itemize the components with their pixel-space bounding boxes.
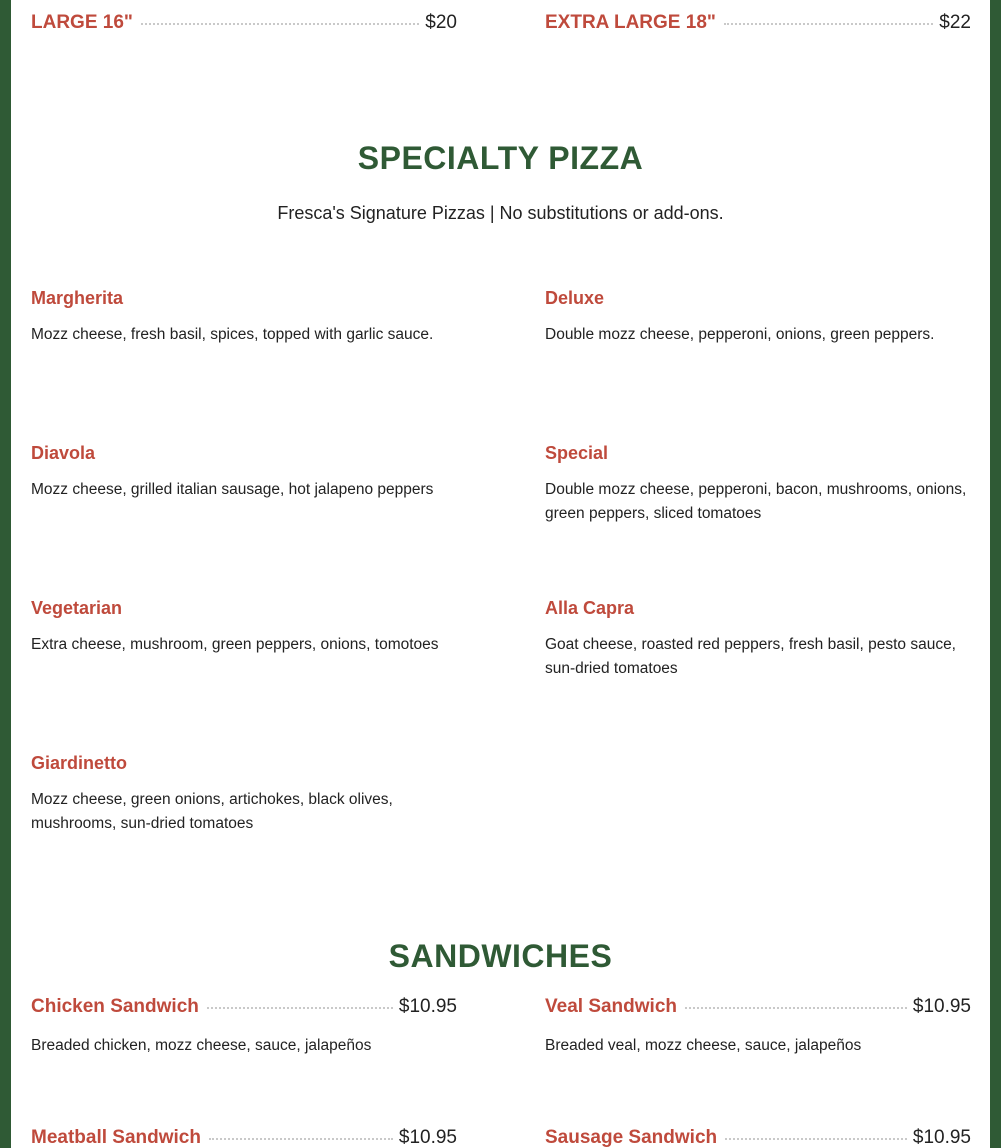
menu-item: [545, 288, 971, 347]
size-label: LARGE 16": [31, 12, 133, 33]
menu-item: [545, 443, 971, 526]
item-description: Double mozz cheese, pepperoni, onions, green peppers.: [545, 326, 935, 343]
dot-leader: [209, 1138, 393, 1140]
item-price: $10.95: [912, 996, 971, 1017]
dot-leader: [685, 1007, 907, 1009]
menu-page: [11, 0, 990, 1148]
item-name: Margherita: [31, 288, 124, 308]
item-name: Sausage Sandwich: [545, 1127, 718, 1148]
item-description: Double mozz cheese, pepperoni, bacon, mushrooms, onions, green peppers, sliced tomatoes: [545, 481, 967, 522]
menu-item: [31, 288, 457, 347]
dot-leader: [141, 23, 419, 25]
item-description: Mozz cheese, fresh basil, spices, topped with garlic sauce.: [31, 326, 434, 343]
menu-item: [545, 1127, 971, 1148]
item-name: Meatball Sandwich: [31, 1127, 201, 1148]
menu-item: [31, 753, 457, 836]
item-name: Vegetarian: [31, 598, 123, 618]
size-price: $22: [939, 12, 971, 33]
item-name: Special: [545, 443, 609, 463]
menu-item: [545, 996, 971, 1058]
item-name: Deluxe: [545, 288, 605, 308]
size-label: EXTRA LARGE 18": [545, 12, 716, 33]
size-large: [31, 12, 457, 38]
item-name: Alla Capra: [545, 598, 635, 618]
menu-item: [545, 598, 971, 681]
dot-leader: [724, 23, 933, 25]
dot-leader: [207, 1007, 393, 1009]
item-price: $10.95: [398, 1127, 457, 1148]
sandwiches-title: SANDWICHES: [388, 938, 613, 974]
item-description: Mozz cheese, grilled italian sausage, hot jalapeno peppers: [31, 481, 434, 498]
item-name: Chicken Sandwich: [31, 996, 199, 1017]
menu-item: [31, 1127, 457, 1148]
item-description: Extra cheese, mushroom, green peppers, onions, tomotoes: [31, 636, 439, 653]
item-name: Giardinetto: [31, 753, 128, 773]
item-description: Goat cheese, roasted red peppers, fresh basil, pesto sauce, sun-dried tomatoes: [545, 636, 956, 677]
size-extra-large: [545, 12, 971, 38]
item-description: Breaded veal, mozz cheese, sauce, jalapeños: [545, 1037, 862, 1054]
item-description: Mozz cheese, green onions, artichokes, black olives, mushrooms, sun-dried tomatoes: [31, 791, 393, 832]
item-price: $10.95: [398, 996, 457, 1017]
menu-item: [31, 996, 457, 1058]
item-name: Veal Sandwich: [545, 996, 677, 1017]
size-price: $20: [425, 12, 457, 33]
dot-leader: [725, 1138, 907, 1140]
specialty-subtitle: Fresca's Signature Pizzas | No substitutions or add-ons.: [277, 203, 724, 223]
specialty-title: SPECIALTY PIZZA: [357, 140, 644, 176]
menu-item: [31, 443, 457, 502]
menu-item: [31, 598, 457, 657]
item-name: Diavola: [31, 443, 96, 463]
item-price: $10.95: [912, 1127, 971, 1148]
item-description: Breaded chicken, mozz cheese, sauce, jalapeños: [31, 1037, 372, 1054]
